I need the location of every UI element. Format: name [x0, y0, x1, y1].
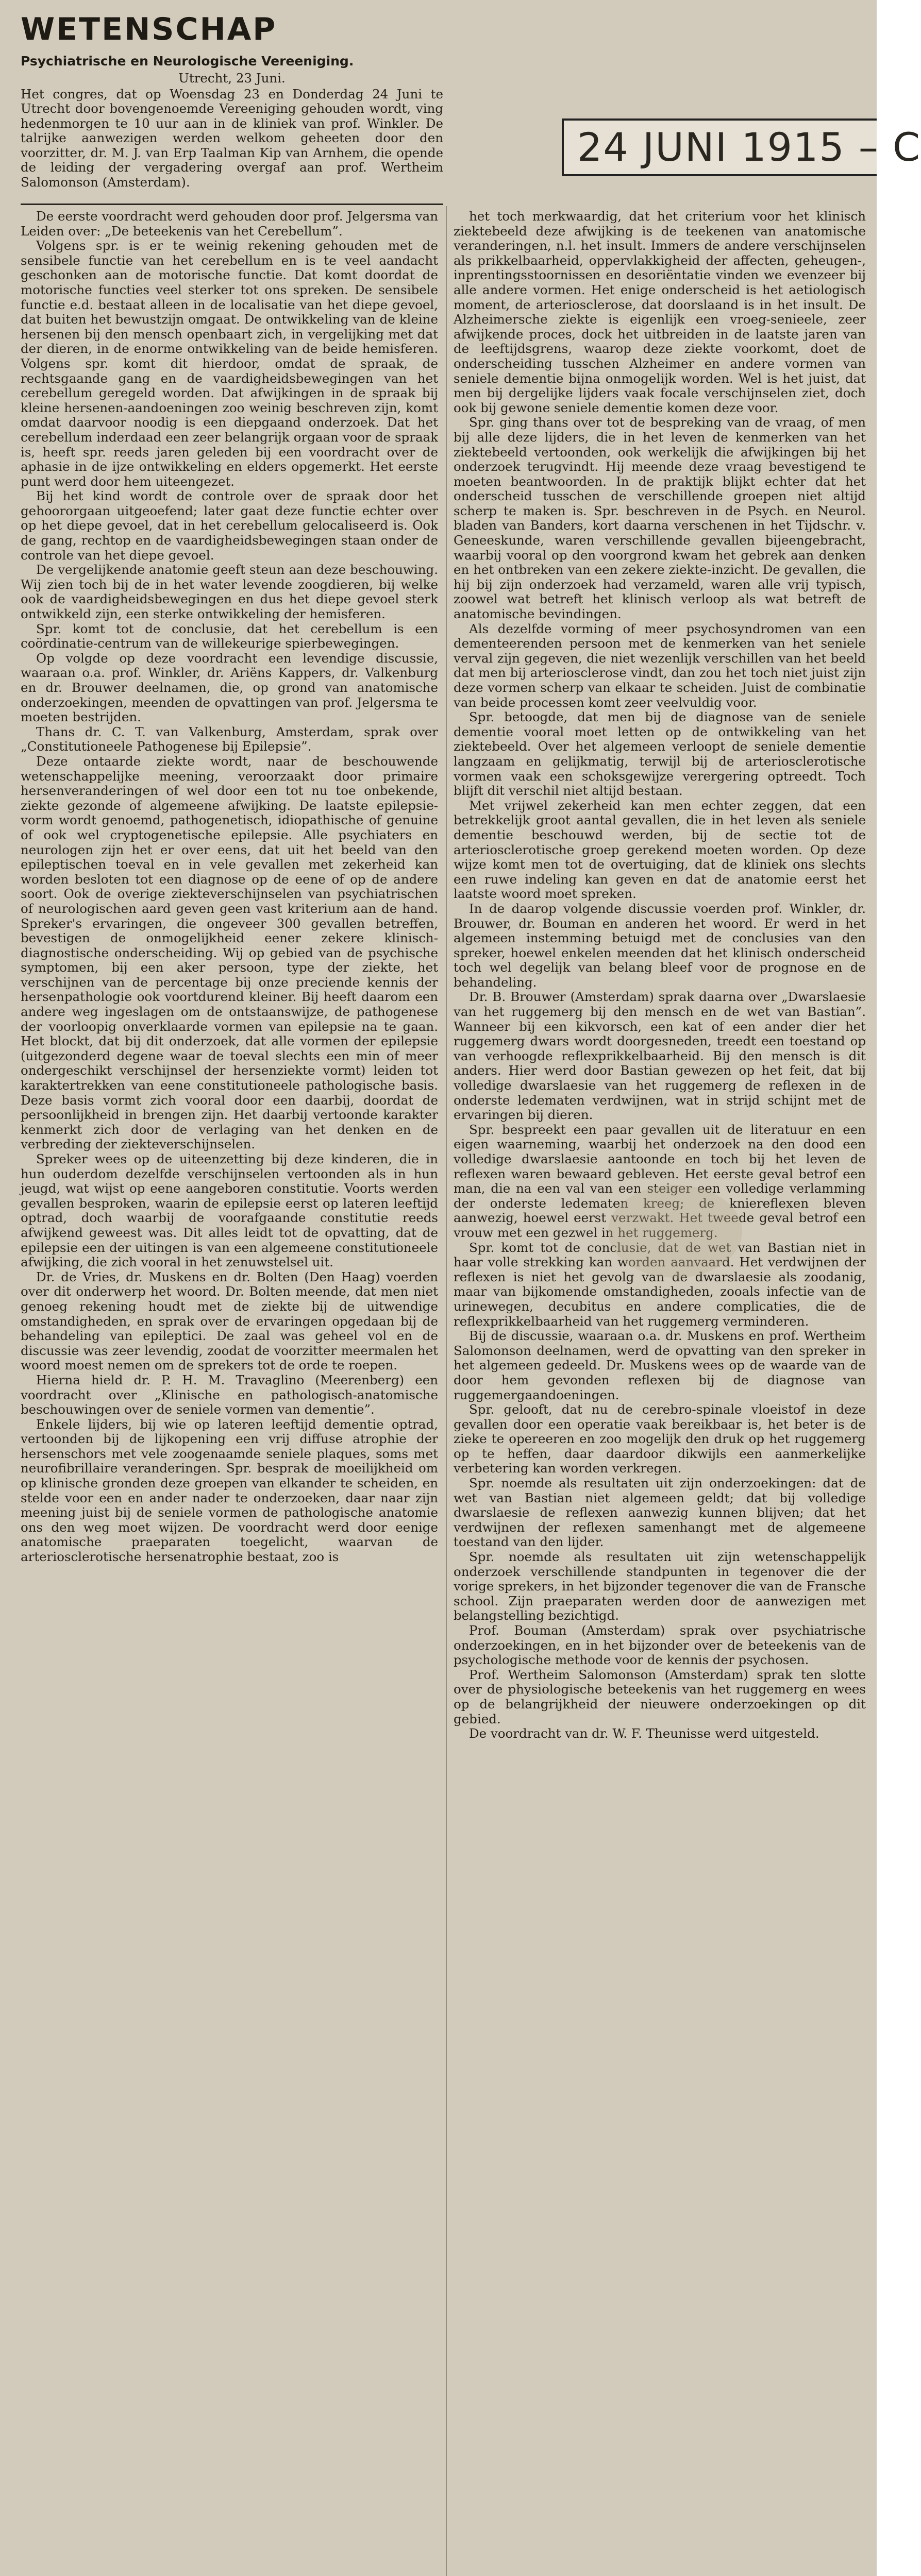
- section-title: WETENSCHAP: [21, 11, 277, 47]
- article-headline: Psychiatrische en Neurologische Vereeniging.: [21, 54, 354, 69]
- date-stamp: 24 JUNI 1915 – C: [562, 118, 877, 176]
- article-paragraph: Dr. de Vries, dr. Muskens en dr. Bolten (Den Haag) voerden over dit onderwerp het woord. Dr. Bolten meende, dat men niet genoeg rekening houdt met de ziekte bij de uitwendige omstandigheden, en sprak over de ervaringen opgedaan bij de behandeling van epileptici. De zaal was geheel vol en de discussie was zeer levendig, zoodat de voorzitter meermalen het woord moest nemen om de sprekers tot de orde te roepen.: [21, 1269, 438, 1373]
- column-divider: [446, 206, 447, 2576]
- article-paragraph: Spr. komt tot de conclusie, dat de wet van Bastian niet in haar volle strekking kan worden aanvaard. Het verdwijnen der reflexen is niet het gevolg van de dwarslaesie als zoodanig, maar van bijkomende omstandigheden, zooals infectie van de urinewegen, decubitus en andere complicaties, die de reflexprikkelbaarheid van het ruggemerg verminderen.: [454, 1240, 866, 1329]
- article-paragraph: Spr. bespreekt een paar gevallen uit de literatuur en een eigen waarneming, waarbij het onderzoek na den dood een volledige dwarslaesie aantoonde en toch bij het leven de reflexen waren bewaard gebleven. Het eerste geval betrof een man, die na een val van een steiger een volledige verlamming der onderste ledematen kreeg; de kniereflexen bleven aanwezig, hoewel eerst verzwakt. Het tweede geval betrof een vrouw met een gezwel in het ruggemerg.: [454, 1122, 866, 1240]
- article-paragraph: Enkele lijders, bij wie op lateren leeftijd dementie optrad, vertoonden bij de lijkopening een vrij diffuse atrophie der hersenschors met vele zoogenaamde seniele plaques, soms met neurofibrillaire veranderingen. Spr. besprak de moeilijkheid om op klinische gronden deze groepen van elkander te scheiden, en stelde voor een en ander nader te onderzoeken, daar naar zijn meening juist bij de seniele vormen de pathologische anatomie ons den weg moet wijzen. De voordracht werd door eenige anatomische praeparaten toegelicht, waarvan de arteriosclerotische hersenatrophie bestaat, zoo is: [21, 1416, 438, 1565]
- article-paragraph: Met vrijwel zekerheid kan men echter zeggen, dat een betrekkelijk groot aantal gevallen, die in het leven als seniele dementie beschouwd werden, bij de sectie tot de arteriosclerotische groep gerekend moeten worden. Op deze wijze komt men tot de overtuiging, dat de kliniek ons slechts een ruwe indeling kan geven en dat de anatomie eerst het laatste woord moet spreken.: [454, 798, 866, 902]
- article-paragraph: Als dezelfde vorming of meer psychosyndromen van een dementeerenden persoon met de kenmerken van het seniele verval zijn gegeven, die niet wezenlijk verschillen van het beeld dat men bij arteriosclerose vindt, dan zou het toch niet juist zijn deze vormen scherp van elkaar te scheiden. Juist de combinatie van beide processen komt zeer veelvuldig voor.: [454, 621, 866, 710]
- article-paragraph: In de daarop volgende discussie voerden prof. Winkler, dr. Brouwer, dr. Bouman en anderen het woord. Er werd in het algemeen instemming betuigd met de conclusies van den spreker, hoewel enkelen meenden dat het klinisch onderscheid toch wel degelijk van belang bleef voor de prognose en de behandeling.: [454, 901, 866, 990]
- article-paragraph: De voordracht van dr. W. F. Theunisse werd uitgesteld.: [469, 1726, 819, 1741]
- article-paragraph: het toch merkwaardig, dat het criterium voor het klinisch ziektebeeld deze afwijking is de teekenen van anatomische veranderingen, n.l. het insult. Immers de andere verschijnselen als prikkelbaarheid, oppervlakkigheid der affecten, geheugen-, inprentingsstoornissen en desoriëntatie vinden we evenzeer bij alle andere vormen. Het enige onderscheid is het aetiologisch moment, de arteriosclerose, dat doorslaand is in het insult. De Alzheimersche ziekte is eigenlijk een vroeg-senieele, zeer afwijkende proces, dock het uitbreiden in de laatste jaren van de leeftijdsgrens, waarop deze ziekte voorkomt, doet de onderscheiding tusschen Alzheimer en andere vormen van seniele dementie bijna onmogelijk worden. Wel is het juist, dat men bij dergelijke lijders vaak focale verschijnselen ziet, doch ook bij gewone seniele dementie komen deze voor.: [454, 209, 866, 415]
- article-paragraph: Thans dr. C. T. van Valkenburg, Amsterdam, sprak over „Constitutioneele Pathogenese bij Epilepsie”.: [21, 724, 438, 754]
- article-paragraph: Spr. noemde als resultaten uit zijn onderzoekingen: dat de wet van Bastian niet algemeen geldt; dat bij volledige dwarslaesie de reflexen aanwezig kunnen blijven; dat het verdwijnen der reflexen samenhangt met de algemeene toestand van den lijder.: [454, 1476, 866, 1550]
- intro-text: Het congres, dat op Woensdag 23 en Donderdag 24 Juni te Utrecht door bovengenoemde Vereeniging gehouden wordt, ving hedenmorgen te 10 uur aan in de kliniek van prof. Winkler. De talrijke aanwezigen werden welkom geheeten door den voorzitter, dr. M. J. van Erp Taalman Kip van Arnhem, die opende de leiding der vergadering overgaf aan prof. Wertheim Salomonson (Amsterdam).: [21, 86, 443, 190]
- column-right: [454, 209, 866, 2576]
- dateline: Utrecht, 23 Juni.: [178, 71, 286, 86]
- article-paragraph: Dr. B. Brouwer (Amsterdam) sprak daarna over „Dwarslaesie van het ruggemerg bij den mensch en de wet van Bastian”. Wanneer bij een kikvorsch, een kat of een ander dier het ruggemerg dwars wordt doorgesneden, treedt een toestand op van verhoogde reflexprikkelbaarheid. Bij den mensch is dit anders. Hier werd door Bastian gewezen op het feit, dat bij volledige dwarslaesie van het ruggemerg de reflexen in de onderste ledematen verdwijnen, wat in strijd schijnt met de ervaringen bij dieren.: [454, 989, 866, 1123]
- article-paragraph: De eerste voordracht werd gehouden door prof. Jelgersma van Leiden over: „De beteekenis van het Cerebellum”.: [21, 209, 438, 239]
- article-paragraph: Bij de discussie, waaraan o.a. dr. Muskens en prof. Wertheim Salomonson deelnamen, werd de opvatting van den spreker in het algemeen gedeeld. Dr. Muskens wees op de waarde van de door hem gevonden reflexen bij de diagnose van ruggemergaandoeningen.: [454, 1328, 866, 1402]
- article-paragraph: Prof. Bouman (Amsterdam) sprak over psychiatrische onderzoekingen, en in het bijzonder over de beteekenis van de psychologische methode voor de kennis der psychosen.: [454, 1623, 866, 1668]
- article-paragraph: Deze ontaarde ziekte wordt, naar de beschouwende wetenschappelijke meening, veroorzaakt door primaire hersenveranderingen of wel door een tot nu toe onbekende, ziekte gezonde of algemeene afwijking. De laatste epilepsie-vorm wordt genoemd, pathogenetisch, idiopathische of genuine of ook wel cryptogenetische epilepsie. Alle psychiaters en neurologen zijn het er over eens, dat uit het beeld van den epileptischen toeval en in vele gevallen met zekerheid kan worden besloten tot een diagnose op de eene of op de andere soort. Ook de overige ziekteverschijnselen van psychiatrischen of neurologischen aard geven geen vast kriterium aan de hand. Spreker's ervaringen, die ongeveer 300 gevallen betreffen, bevestigen de onmogelijkheid eener zekere klinisch-diagnostische onderscheiding. Wij op gebied van de psychische symptomen, bij een aker persoon, type der ziekte, het verschijnen van de percentage bij onze preciende kennis der hersenpathologie ook voortdurend kleiner. Bij heeft daarom een andere weg ingeslagen om de ontstaanswijze, de pathogenese der voorloopig onverklaarde vormen van epilepsie na te gaan. Het blockt, dat bij dit onderzoek, dat alle vormen der epilepsie (uitgezonderd degene waar de toeval slechts een min of meer ondergeschikt verschijnsel der hersenziekte vormt) leiden tot karaktertrekken van eene constitutioneele pathologische basis. Deze basis vormt zich vooral door een daarbij, doordat de persoonlijkheid in brengen zijn. Het daarbij vertoonde karakter kenmerkt zich door de verlaging van het denken en de verbreding der ziekteverschijnselen.: [21, 753, 438, 1152]
- article-paragraph: Spr. ging thans over tot de bespreking van de vraag, of men bij alle deze lijders, die in het leven de kenmerken van het ziektebeeld vertoonden, ook werkelijk die afwijkingen bij het onderzoek terugvindt. Hij meende deze vraag bevestigend te moeten beantwoorden. In de praktijk blijkt echter dat het onderscheid tusschen de verschillende groepen niet altijd scherp te maken is. Spr. beschreven in de Psych. en Neurol. bladen van Banders, kort daarna verschenen in het Tijdschr. v. Geneeskunde, waren verschillende gevallen bijeengebracht, waarbij vooral op den voorgrond kwam het gebrek aan denken en het ontbreken van een zekere ziekte-inzicht. De gevallen, die hij bij zijn onderzoek had verzameld, waren alle vrij typisch, zoowel wat betreft het klinisch verloop als wat betreft de anatomische bevindingen.: [454, 415, 866, 622]
- article-paragraph: Spreker wees op de uiteenzetting bij deze kinderen, die in hun ouderdom dezelfde verschijnselen vertoonden als in hun jeugd, wat wijst op eene aangeboren constitutie. Voorts werden gevallen besproken, waarin de epilepsie eerst op lateren leeftijd optrad, doch waarbij de voorafgaande constitutie reeds afwijkend geweest was. Dit alles leidt tot de opvatting, dat de epilepsie een der uitingen is van een algemeene constitutioneele afwijking, die zich vooral in het zenuwstelsel uit.: [21, 1151, 438, 1270]
- article-paragraph: Spr. noemde als resultaten uit zijn wetenschappelijk onderzoek verschillende standpunten in tegenover die der vorige sprekers, in het bijzonder tegenover die van de Fransche school. Zijn praeparaten werden door de aanwezigen met belangstelling bezichtigd.: [454, 1549, 866, 1623]
- column-left: [21, 209, 438, 2576]
- article-paragraph: Hierna hield dr. P. H. M. Travaglino (Meerenberg) een voordracht over „Klinische en pathologisch-anatomische beschouwingen over de seniele vormen van dementie”.: [21, 1372, 438, 1417]
- article-paragraph: Op volgde op deze voordracht een levendige discussie, waaraan o.a. prof. Winkler, dr. Ariëns Kappers, dr. Valkenburg en dr. Brouwer deelnamen, die, op grond van anatomische onderzoekingen, meenden de opvattingen van prof. Jelgersma te moeten bestrijden.: [21, 650, 438, 725]
- article-paragraph: Spr. komt tot de conclusie, dat het cerebellum is een coördinatie-centrum van de willekeurige spierbewegingen.: [21, 621, 438, 651]
- article-paragraph: Volgens spr. is er te weinig rekening gehouden met de sensibele functie van het cerebellum en is te veel aandacht geschonken aan de motorische functie. Dat komt doordat de motorische functies veel sterker tot ons spreken. De sensibele functie e.d. bestaat alleen in de localisatie van het diepe gevoel, dat buiten het bewustzijn omgaat. De ontwikkeling van de kleine hersenen bij den mensch openbaart zich, in vergelijking met dat der dieren, in de enorme ontwikkeling van de beide hemisferen. Volgens spr. komt dit hierdoor, omdat de spraak, de rechtsgaande gang en de vaardigheidsbewegingen van het cerebellum geregeld worden. Dat afwijkingen in de spraak bij kleine hersenen-aandoeningen zoo weinig beschreven zijn, komt omdat daarvoor noodig is een diepgaand onderzoek. Dat het cerebellum inderdaad een zeer belangrijk orgaan voor de spraak is, heeft spr. reeds jaren geleden bij een voordracht over de aphasie in de ijze ontwikkeling en elders opgemerkt. Het eerste punt werd door hem uiteengezet.: [21, 238, 438, 489]
- article-paragraph: Spr. gelooft, dat nu de cerebro-spinale vloeistof in deze gevallen door een operatie vaak bereikbaar is, het beter is de zieke te opereeren en zoo mogelijk den druk op het ruggemerg op te heffen, daar daardoor dikwijls een aanmerkelijke verbetering kan worden verkregen.: [454, 1402, 866, 1476]
- article-paragraph: Spr. betoogde, dat men bij de diagnose van de seniele dementie vooral moet letten op de ontwikkeling van het ziektebeeld. Over het algemeen verloopt de seniele dementie langzaam en gelijkmatig, terwijl bij de arteriosclerotische vormen vaak een schoksgewijze verergering optreedt. Toch blijft dit verschil niet altijd bestaan.: [454, 709, 866, 799]
- article-paragraph: Bij het kind wordt de controle over de spraak door het gehoororgaan uitgeoefend; later gaat deze functie echter over op het diepe gevoel, dat in het cerebellum gelocaliseerd is. Ook de gang, rechtop en de vaardigheidsbewegingen staan onder de controle van het diepe gevoel.: [21, 488, 438, 563]
- header-divider: [21, 204, 443, 205]
- article-paragraph: Prof. Wertheim Salomonson (Amsterdam) sprak ten slotte over de physiologische beteekenis van het ruggemerg en wees op de belangrijkheid der nieuwere onderzoekingen op dit gebied.: [454, 1667, 866, 1726]
- article-paragraph: De vergelijkende anatomie geeft steun aan deze beschouwing. Wij zien toch bij de in het water levende zoogdieren, bij welke ook de vaardigheidsbewegingen en dus het diepe gevoel sterk ontwikkeld zijn, een sterke ontwikkeling der hemisferen.: [21, 562, 438, 622]
- article-intro: [21, 71, 443, 190]
